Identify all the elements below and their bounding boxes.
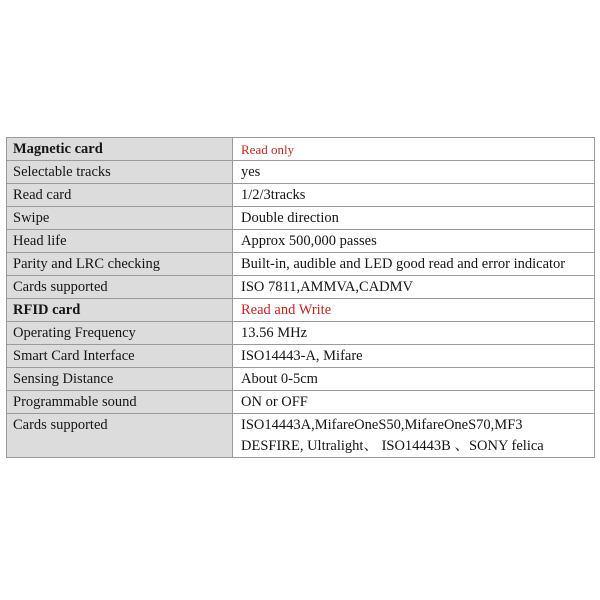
row-value: 13.56 MHz xyxy=(233,322,595,345)
row-label: Cards supported xyxy=(7,414,233,458)
spec-table-body xyxy=(7,138,595,458)
row-label: Cards supported xyxy=(7,276,233,299)
table-row xyxy=(7,299,595,322)
row-label: Smart Card Interface xyxy=(7,345,233,368)
row-label: Parity and LRC checking xyxy=(7,253,233,276)
row-label: Head life xyxy=(7,230,233,253)
table-row xyxy=(7,391,595,414)
table-row xyxy=(7,184,595,207)
spec-table xyxy=(6,137,595,458)
row-label: Swipe xyxy=(7,207,233,230)
table-row xyxy=(7,161,595,184)
row-value: Read only xyxy=(233,138,595,161)
table-row xyxy=(7,345,595,368)
row-label: Read card xyxy=(7,184,233,207)
row-label: Sensing Distance xyxy=(7,368,233,391)
row-value: yes xyxy=(233,161,595,184)
table-row xyxy=(7,322,595,345)
row-value: ON or OFF xyxy=(233,391,595,414)
row-value: ISO14443-A, Mifare xyxy=(233,345,595,368)
row-value: About 0-5cm xyxy=(233,368,595,391)
row-label: Operating Frequency xyxy=(7,322,233,345)
row-label: RFID card xyxy=(7,299,233,322)
table-row xyxy=(7,253,595,276)
table-row xyxy=(7,207,595,230)
row-label: Selectable tracks xyxy=(7,161,233,184)
table-row xyxy=(7,414,595,458)
table-row xyxy=(7,230,595,253)
table-row xyxy=(7,276,595,299)
table-row xyxy=(7,368,595,391)
row-label: Magnetic card xyxy=(7,138,233,161)
table-row xyxy=(7,138,595,161)
row-value: ISO14443A,MifareOneS50,MifareOneS70,MF3 DESFIRE, Ultralight、 ISO14443B 、SONY felica xyxy=(233,414,595,458)
row-value: Double direction xyxy=(233,207,595,230)
row-value: 1/2/3tracks xyxy=(233,184,595,207)
row-value: Read and Write xyxy=(233,299,595,322)
row-value: Approx 500,000 passes xyxy=(233,230,595,253)
row-value: Built-in, audible and LED good read and error indicator xyxy=(233,253,595,276)
row-value: ISO 7811,AMMVA,CADMV xyxy=(233,276,595,299)
row-label: Programmable sound xyxy=(7,391,233,414)
